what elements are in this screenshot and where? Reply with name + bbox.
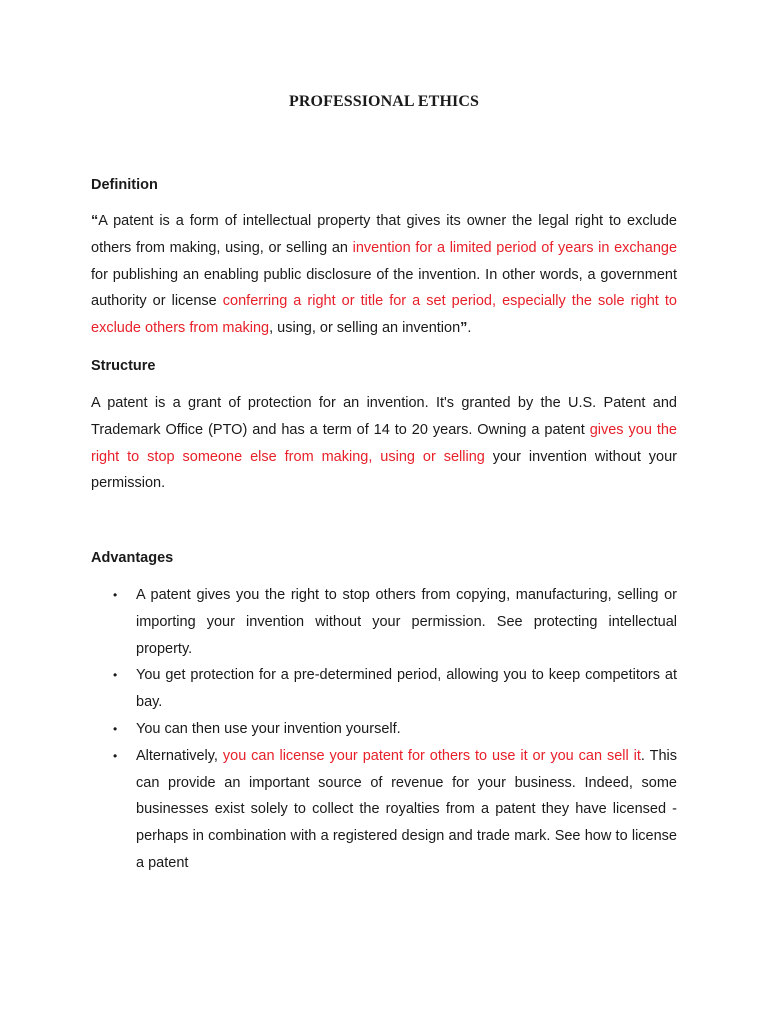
definition-highlight-1: invention for a limited period of years in exchange [352,239,678,256]
structure-heading: Structure [91,358,156,374]
page-title: PROFESSIONAL ETHICS [289,93,479,110]
list-item [91,743,677,877]
open-quote: “ [91,213,99,229]
definition-text-2: for publishing an enabling public disclosure of the invention. In other words, a government authority or license [91,266,677,310]
list-item-text-post: . This can provide an important source of revenue for your business. Indeed, some businesses exist solely to collect the royalties from a patent they have licensed - perhaps in combination with a registered design and trade mark. See how to license a patent [136,747,677,871]
list-item-highlight: you can license your patent for others to use it or you can sell it [222,747,641,764]
definition-text-3: , using, or selling an invention [269,320,461,337]
definition-end: . [467,320,472,337]
bullet-icon: • [113,721,118,736]
structure-text-2: your invention without your permission. [91,448,677,492]
structure-paragraph [91,390,677,497]
definition-heading: Definition [91,177,158,193]
advantages-list [91,582,677,877]
structure-highlight-1: gives you the right to stop someone else from making, using or selling [91,421,677,465]
close-quote: ” [460,320,468,337]
list-item-text-pre: Alternatively, [136,747,223,764]
advantages-heading: Advantages [91,550,174,566]
structure-text-1: A patent is a grant of protection for an invention. It's granted by the U.S. Patent and Trademark Office (PTO) and has a term of 14 to 20 years. Owning a patent [91,395,677,438]
bullet-icon: • [113,588,118,602]
list-item [91,716,677,743]
list-item-text: A patent gives you the right to stop others from copying, manufacturing, selling or importing your invention without your permission. See protecting intellectual property. [136,587,677,657]
definition-highlight-2: conferring a right or title for a set period, especially the sole right to exclude others from making [91,293,677,337]
definition-paragraph [91,208,677,342]
list-item-text: You can then use your invention yourself. [136,720,401,737]
bullet-icon: • [113,668,118,683]
list-item [91,662,677,716]
list-item-text: You get protection for a pre-determined period, allowing you to keep competitors at bay. [136,667,677,711]
list-item [91,582,677,662]
definition-text-1: A patent is a form of intellectual property that gives its owner the legal right to exclude others from making, using, or selling an [91,213,677,256]
bullet-icon: • [113,748,118,763]
